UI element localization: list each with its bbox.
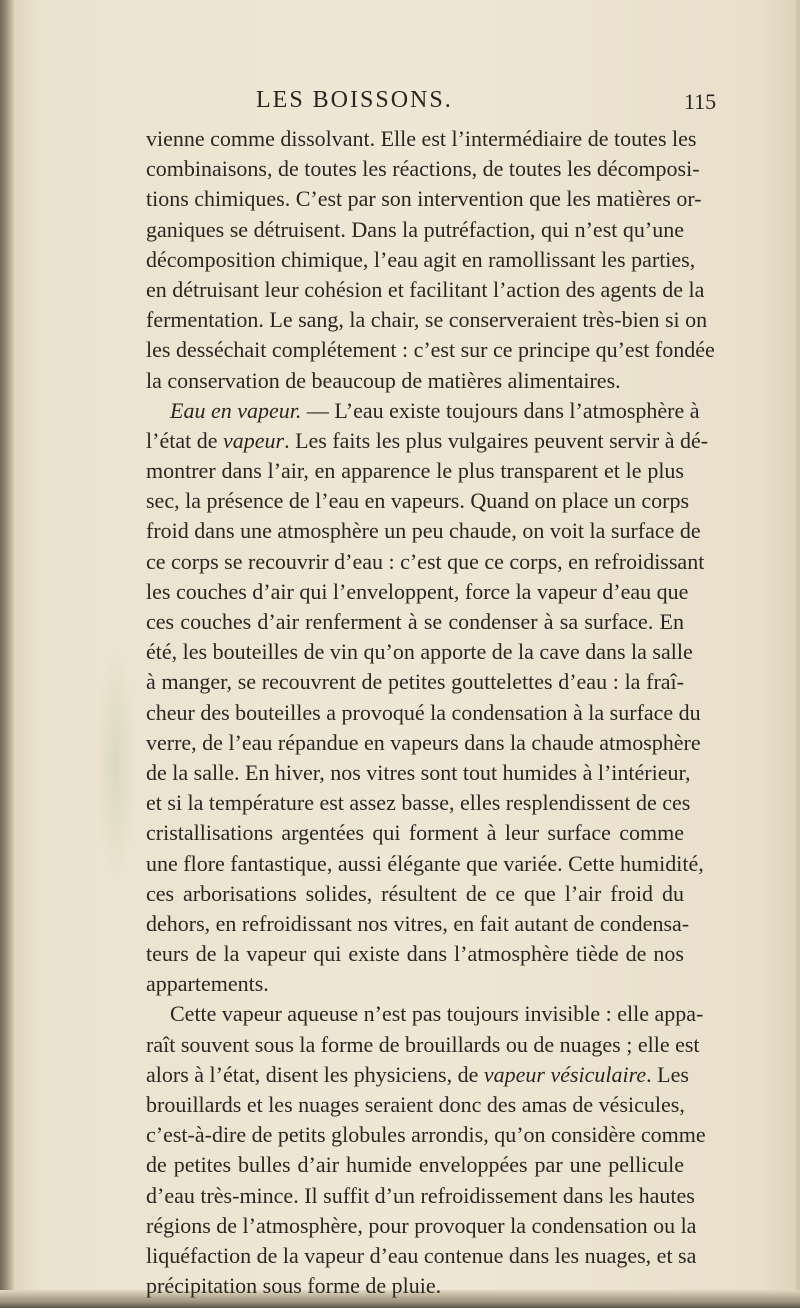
text-line: d’eau très-mince. Il suffit d’un refroidissement dans les hautes: [146, 1182, 695, 1208]
text-line: les couches d’air qui l’enveloppent, force la vapeur d’eau que: [146, 578, 689, 604]
text-line: brouillards et les nuages seraient donc des amas de vésicules,: [146, 1092, 685, 1117]
text-line: ces arborisations solides, résultent de ce que l’air froid du: [146, 880, 684, 906]
page-number: 115: [684, 89, 717, 114]
text-line: teurs de la vapeur qui existe dans l’atmosphère tiède de nos: [146, 941, 684, 967]
text-line: les desséchait complétement : c’est sur ce principe qu’est fondée: [146, 337, 715, 363]
text-line: Cette vapeur aqueuse n’est pas toujours invisible : elle appa-: [170, 1001, 704, 1027]
text-span: . Les faits les plus vulgaires peuvent servir à dé-: [284, 427, 709, 453]
text-line: froid dans une atmosphère un peu chaude, on voit la surface de: [146, 518, 701, 544]
text-span: — L’eau existe toujours dans l’atmosphère à: [301, 397, 700, 423]
text-line: vienne comme dissolvant. Elle est l’intermédiaire de toutes les: [146, 126, 697, 151]
text-line: précipitation sous forme de pluie.: [146, 1273, 442, 1299]
paper-stain: [96, 650, 136, 880]
section-heading-line: [146, 396, 700, 426]
text-line: ganiques se détruisent. Dans la putréfaction, qui n’est qu’une: [146, 216, 684, 242]
text-line: une flore fantastique, aussi élégante que variée. Cette humidité,: [146, 850, 704, 876]
text-line: de la salle. En hiver, nos vitres sont tout humides à l’intérieur,: [146, 759, 691, 785]
body-text: [146, 124, 715, 1301]
text-line: décomposition chimique, l’eau agit en ramollissant les parties,: [146, 246, 696, 272]
text-line: en détruisant leur cohésion et facilitant l’action des agents de la: [146, 276, 705, 302]
text-line: montrer dans l’air, en apparence le plus transparent et le plus: [146, 458, 684, 484]
text-line: [146, 426, 709, 456]
text-line: à manger, se recouvrent de petites gouttelettes d’eau : la fraî-: [146, 669, 684, 695]
text-span: alors à l’état, disent les physiciens, de: [146, 1061, 484, 1087]
text-line: cristallisations argentées qui forment à leur surface comme: [146, 820, 684, 846]
page-header: [0, 87, 800, 121]
section-heading: Eau en vapeur.: [170, 397, 302, 423]
text-line: fermentation. Le sang, la chair, se conserveraient très-bien si on: [146, 307, 708, 333]
text-line: la conservation de beaucoup de matières alimentaires.: [146, 367, 621, 393]
text-span: l’état de: [146, 427, 223, 453]
text-line: régions de l’atmosphère, pour provoquer la condensation ou la: [146, 1212, 697, 1238]
text-span: . Les: [646, 1061, 689, 1087]
text-line: verre, de l’eau répandue en vapeurs dans la chaude atmosphère: [146, 729, 701, 755]
text-line: cheur des bouteilles a provoqué la condensation à la surface du: [146, 699, 701, 725]
text-line: liquéfaction de la vapeur d’eau contenue dans les nuages, et sa: [146, 1242, 697, 1268]
page-right-edge: [796, 0, 800, 1308]
text-line: sec, la présence de l’eau en vapeurs. Quand on place un corps: [146, 488, 690, 514]
italic-term: vapeur: [222, 427, 285, 453]
text-line: ces couches d’air renferment à se condenser à sa surface. En: [146, 609, 684, 634]
text-line: été, les bouteilles de vin qu’on apporte de la cave dans la salle: [146, 639, 693, 665]
text-line: dehors, en refroidissant nos vitres, en fait autant de condensa-: [146, 910, 690, 936]
page-binding-edge: [0, 0, 14, 1308]
text-line: raît souvent sous la forme de brouillards ou de nuages ; elle est: [146, 1031, 700, 1057]
text-line: c’est-à-dire de petits globules arrondis, qu’on considère comme: [146, 1122, 706, 1148]
running-title: LES BOISSONS.: [256, 87, 453, 113]
text-line: de petites bulles d’air humide enveloppées par une pellicule: [146, 1152, 684, 1178]
text-line: et si la température est assez basse, elles resplendissent de ces: [146, 790, 691, 816]
italic-term: vapeur vésiculaire: [483, 1061, 647, 1087]
text-line: combinaisons, de toutes les réactions, de toutes les décomposi-: [146, 156, 700, 182]
text-line: appartements.: [146, 971, 269, 997]
text-line: tions chimiques. C’est par son intervention que les matières or-: [146, 186, 702, 212]
text-line: [146, 1060, 689, 1090]
text-line: ce corps se recouvrir d’eau : c’est que ce corps, en refroidissant: [146, 548, 705, 574]
